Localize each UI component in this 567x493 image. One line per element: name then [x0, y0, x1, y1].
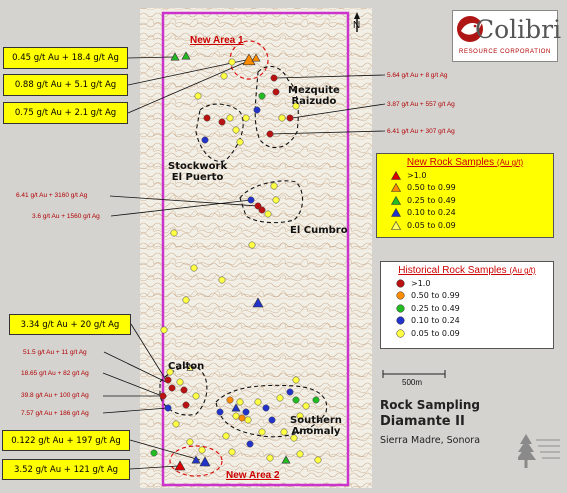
legend_hist-row: [389, 327, 553, 340]
historical-sample-marker: [248, 197, 254, 203]
historical-sample-marker: [165, 405, 171, 411]
legend_new-label: 0.50 to 0.99: [407, 183, 456, 193]
legend_new-row: [385, 194, 553, 207]
assay-label-mezquite-2: 3.87 g/t Au + 557 g/t Ag: [387, 101, 455, 108]
company-logo: [452, 10, 562, 62]
circle-marker-icon: [389, 291, 411, 300]
circle-marker-icon: [389, 304, 411, 313]
historical-sample-marker: [273, 89, 279, 95]
legend-hist-unit: (Au g/t): [509, 266, 536, 275]
legend-new-samples: [376, 153, 554, 238]
assay-label-calton-3: 39.8 g/t Au + 100 g/t Ag: [21, 392, 89, 399]
el-cumbro-label: El Cumbro: [290, 225, 348, 236]
legend_hist-label: 0.25 to 0.49: [411, 303, 460, 313]
legend_new-row: [385, 207, 553, 220]
assay-label-calton-1: 51.5 g/t Au + 11 g/t Ag: [23, 349, 87, 356]
historical-sample-marker: [239, 415, 245, 421]
historical-sample-marker: [293, 397, 299, 403]
scale-bar: [383, 370, 445, 378]
historical-sample-marker: [255, 399, 261, 405]
map-title-line1: Rock Sampling: [380, 398, 480, 412]
triangle-marker-icon: [385, 221, 407, 230]
historical-sample-marker: [313, 397, 319, 403]
historical-sample-marker: [183, 402, 189, 408]
assay-box-3: 0.75 g/t Au + 2.1 g/t Ag: [3, 102, 128, 124]
historical-sample-marker: [193, 393, 199, 399]
historical-sample-marker: [195, 93, 201, 99]
historical-sample-marker: [217, 409, 223, 415]
legend-hist-title: Historical Rock Samples: [398, 265, 507, 276]
historical-sample-marker: [245, 417, 251, 423]
circle-marker-icon: [389, 279, 411, 288]
historical-sample-marker: [267, 455, 273, 461]
logo-tagline: RESOURCE CORPORATION: [459, 49, 551, 55]
legend_hist-label: >1.0: [411, 278, 431, 288]
legend_new-row: [385, 169, 553, 182]
historical-sample-marker: [171, 230, 177, 236]
mezquite-label: Mezquite Raizudo: [288, 85, 340, 107]
map-title-line2: Diamante II: [380, 414, 465, 429]
assay-label-mezquite-1: 5.64 g/t Au + 8 g/t Ag: [387, 72, 448, 79]
map-title-line3: Sierra Madre, Sonora: [380, 435, 481, 446]
historical-sample-marker: [255, 203, 261, 209]
assay-box-2: 0.88 g/t Au + 5.1 g/t Ag: [3, 74, 128, 96]
assay-box-4: 3.34 g/t Au + 20 g/t Ag: [9, 314, 131, 335]
historical-sample-marker: [223, 433, 229, 439]
historical-sample-marker: [273, 197, 279, 203]
historical-sample-marker: [287, 389, 293, 395]
historical-sample-marker: [221, 73, 227, 79]
circle-marker-icon: [389, 316, 411, 325]
partner-tree-logo: [518, 428, 562, 474]
historical-sample-marker: [199, 447, 205, 453]
legend_new-row: [385, 219, 553, 232]
stockwork-label: Stockwork El Puerto: [168, 161, 228, 183]
historical-sample-marker: [161, 327, 167, 333]
historical-sample-marker: [165, 377, 171, 383]
legend_hist-row: [389, 290, 553, 303]
assay-box-5: 0.122 g/t Au + 197 g/t Ag: [2, 430, 130, 451]
historical-sample-marker: [151, 450, 157, 456]
assay-label-cumbro-2: 3.6 g/t Au + 1560 g/t Ag: [32, 213, 100, 220]
historical-sample-marker: [229, 59, 235, 65]
legend_hist-row: [389, 302, 553, 315]
historical-sample-marker: [160, 393, 166, 399]
legend_new-label: >1.0: [407, 170, 427, 180]
historical-sample-marker: [293, 377, 299, 383]
triangle-marker-icon: [385, 196, 407, 205]
historical-sample-marker: [271, 75, 277, 81]
historical-sample-marker: [187, 439, 193, 445]
legend-new-title: New Rock Samples: [406, 157, 495, 168]
triangle-marker-icon: [385, 171, 407, 180]
legend_hist-row: [389, 315, 553, 328]
assay-label-calton-2: 18.65 g/t Au + 82 g/t Ag: [21, 370, 89, 377]
southern-anomaly-label: Southern Anomaly: [290, 415, 342, 437]
legend_new-label: 0.10 to 0.24: [407, 208, 456, 218]
legend-historical-samples: [380, 261, 554, 349]
historical-sample-marker: [173, 421, 179, 427]
historical-sample-marker: [259, 93, 265, 99]
historical-sample-marker: [249, 242, 255, 248]
historical-sample-marker: [227, 115, 233, 121]
logo-wordmark: Colibri: [475, 15, 562, 44]
historical-sample-marker: [237, 139, 243, 145]
historical-sample-marker: [303, 403, 309, 409]
triangle-marker-icon: [385, 183, 407, 192]
assay-box-6: 3.52 g/t Au + 121 g/t Ag: [2, 459, 130, 480]
historical-sample-marker: [177, 379, 183, 385]
assay-box-1: 0.45 g/t Au + 18.4 g/t Ag: [3, 47, 128, 69]
legend_hist-label: 0.10 to 0.24: [411, 316, 460, 326]
historical-sample-marker: [219, 119, 225, 125]
historical-sample-marker: [233, 127, 239, 133]
historical-sample-marker: [267, 131, 273, 137]
historical-sample-marker: [181, 387, 187, 393]
historical-sample-marker: [243, 115, 249, 121]
legend_new-label: 0.05 to 0.09: [407, 220, 456, 230]
historical-sample-marker: [287, 115, 293, 121]
historical-sample-marker: [247, 441, 253, 447]
assay-label-calton-4: 7.57 g/t Au + 186 g/t Ag: [21, 410, 89, 417]
legend_hist-label: 0.50 to 0.99: [411, 291, 460, 301]
historical-sample-marker: [191, 265, 197, 271]
historical-sample-marker: [263, 405, 269, 411]
historical-sample-marker: [254, 107, 260, 113]
triangle-marker-icon: [385, 208, 407, 217]
historical-sample-marker: [204, 115, 210, 121]
assay-label-mezquite-3: 6.41 g/t Au + 307 g/t Ag: [387, 128, 455, 135]
historical-sample-marker: [243, 409, 249, 415]
historical-sample-marker: [281, 429, 287, 435]
historical-sample-marker: [237, 399, 243, 405]
legend_new-row: [385, 182, 553, 195]
historical-sample-marker: [233, 413, 239, 419]
new-area-2-label: New Area 2: [226, 470, 280, 481]
legend-new-unit: (Au g/t): [496, 158, 524, 167]
assay-label-cumbro-1: 6.41 g/t Au + 3160 g/t Ag: [16, 192, 88, 199]
historical-sample-marker: [315, 457, 321, 463]
north-label: N: [353, 20, 361, 31]
legend_new-label: 0.25 to 0.49: [407, 195, 456, 205]
legend_hist-row: [389, 277, 553, 290]
historical-sample-marker: [297, 451, 303, 457]
historical-sample-marker: [269, 417, 275, 423]
historical-sample-marker: [271, 183, 277, 189]
historical-sample-marker: [219, 277, 225, 283]
historical-sample-marker: [183, 297, 189, 303]
scale-label: 500m: [402, 378, 423, 387]
circle-marker-icon: [389, 329, 411, 338]
historical-sample-marker: [227, 397, 233, 403]
legend_hist-label: 0.05 to 0.09: [411, 328, 460, 338]
historical-sample-marker: [259, 429, 265, 435]
historical-sample-marker: [229, 449, 235, 455]
historical-sample-marker: [265, 211, 271, 217]
historical-sample-marker: [169, 385, 175, 391]
historical-sample-marker: [279, 115, 285, 121]
historical-sample-marker: [277, 395, 283, 401]
new-area-1-label: New Area 1: [190, 35, 244, 46]
calton-label: Calton: [168, 361, 205, 372]
historical-sample-marker: [202, 137, 208, 143]
